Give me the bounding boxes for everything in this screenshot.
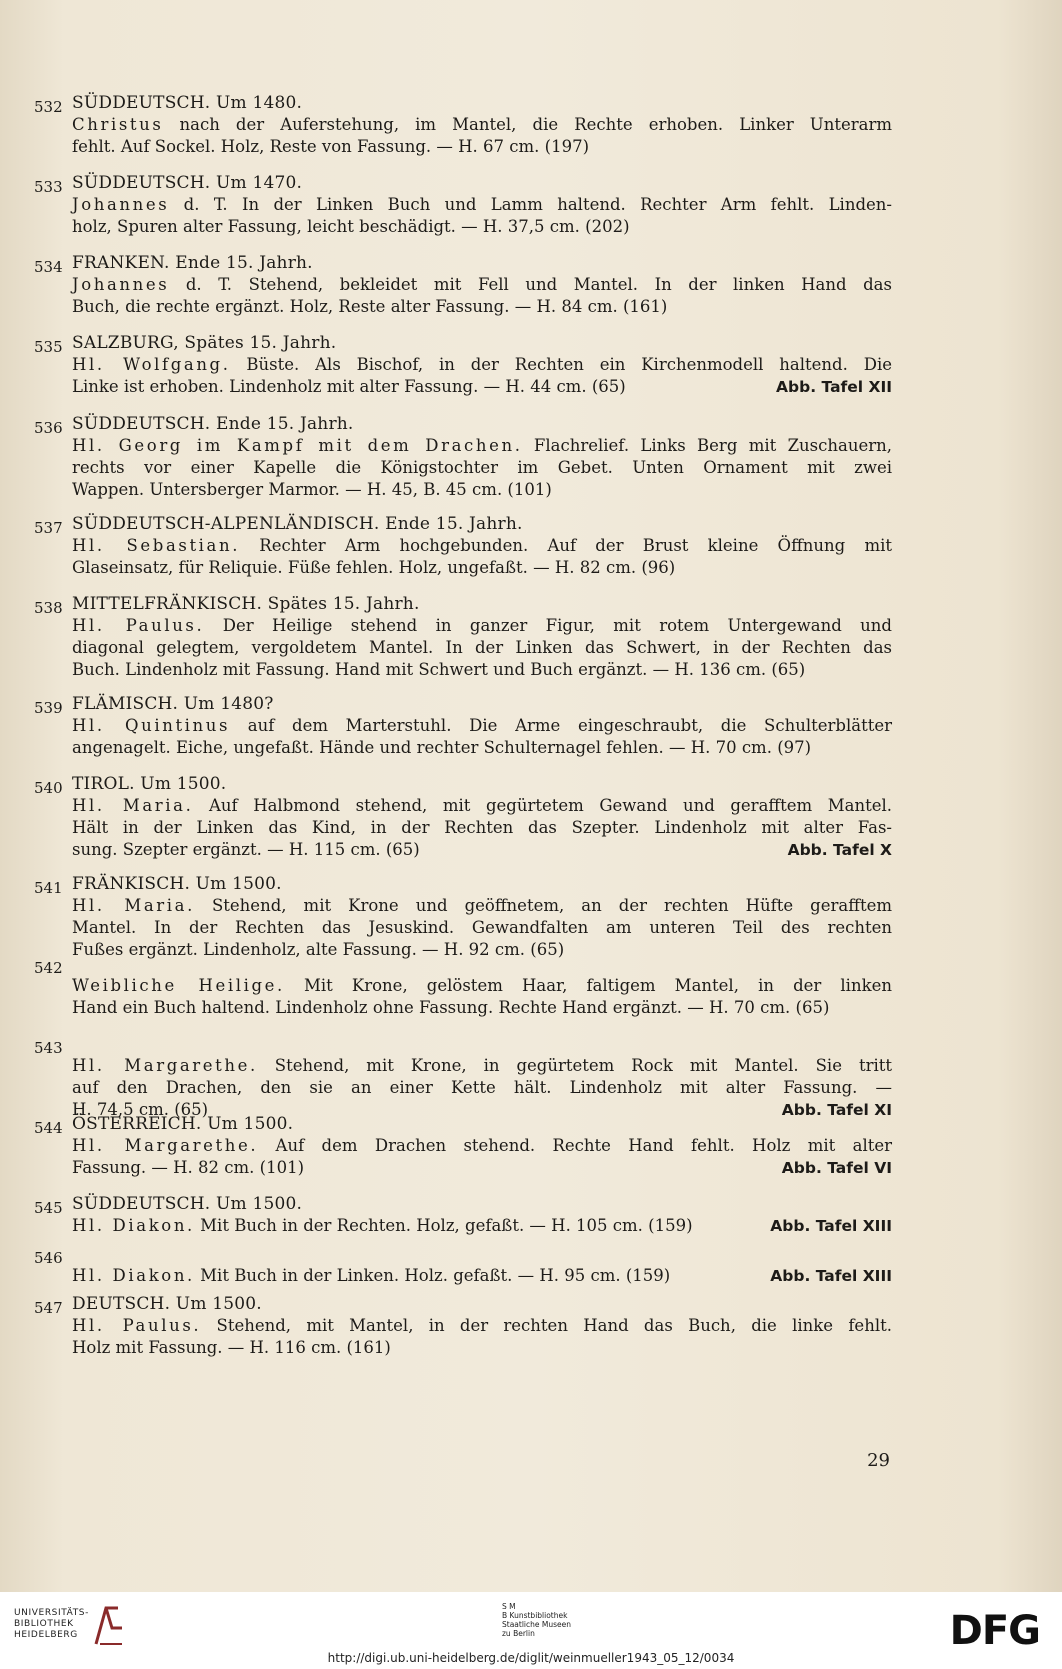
entry-number: 544 bbox=[34, 1119, 63, 1137]
entry-description: Buch. Lindenholz mit Fassung. Hand mit Schwert und Buch ergänzt. — H. 136 cm. (65) bbox=[72, 660, 806, 679]
entry-text-line bbox=[72, 839, 892, 861]
entry-title: Hl. Quintinus bbox=[72, 716, 231, 735]
entry-text-line bbox=[72, 1265, 892, 1287]
entry-title: Johannes bbox=[72, 275, 170, 294]
entry-number: 541 bbox=[34, 879, 63, 897]
entry-title: Hl. Diakon. bbox=[72, 1266, 195, 1285]
entry-description: d. T. In der Linken Buch und Lamm haltend. Rechter Arm fehlt. Linden- bbox=[169, 195, 892, 214]
entry-title: Christus bbox=[72, 115, 164, 134]
entry-heading: SÜDDEUTSCH. Um 1480. bbox=[72, 93, 303, 113]
entry-text-line bbox=[72, 194, 892, 216]
entry-body bbox=[72, 773, 892, 861]
entry-body bbox=[72, 593, 892, 681]
entry-text-line bbox=[72, 1157, 892, 1179]
entry-number: 534 bbox=[34, 258, 63, 276]
entry-description: H. 74,5 cm. (65) bbox=[72, 1100, 209, 1119]
entry-number: 532 bbox=[34, 98, 63, 116]
entry-text-line bbox=[72, 939, 892, 961]
plate-reference: Abb. Tafel VI bbox=[781, 1159, 892, 1177]
entry-heading: SALZBURG, Spätes 15. Jahrh. bbox=[72, 333, 337, 353]
entry-description: Der Heilige stehend in ganzer Figur, mit rotem Untergewand und bbox=[204, 616, 892, 635]
source-url-link[interactable]: http://digi.ub.uni-heidelberg.de/diglit/weinmueller1943_05_12/0034 bbox=[327, 1651, 735, 1665]
logo-line: HEIDELBERG bbox=[14, 1630, 78, 1640]
entry-number: 546 bbox=[34, 1249, 63, 1267]
entry-heading: FRÄNKISCH. Um 1500. bbox=[72, 874, 282, 894]
entry-body bbox=[72, 92, 892, 158]
entry-description: nach der Auferstehung, im Mantel, die Rechte erhoben. Linker Unterarm bbox=[163, 115, 892, 134]
entry-text-line bbox=[72, 715, 892, 737]
entry-description: Flachrelief. Links Berg mit Zuschauern, bbox=[522, 436, 892, 455]
entry-description: Auf Halbmond stehend, mit gegürtetem Gewand und gerafftem Mantel. bbox=[193, 796, 892, 815]
entry-number: 533 bbox=[34, 178, 63, 196]
entry-description: Stehend, mit Mantel, in der rechten Hand das Buch, die linke fehlt. bbox=[201, 1316, 892, 1335]
plate-reference: Abb. Tafel XI bbox=[781, 1101, 892, 1119]
entry-title: Weibliche Heilige. bbox=[72, 976, 285, 995]
entry-text-line bbox=[72, 1337, 892, 1359]
dfg-logo[interactable]: DFG bbox=[949, 1608, 1040, 1654]
entry-description: fehlt. Auf Sockel. Holz, Reste von Fassung. — H. 67 cm. (197) bbox=[72, 137, 590, 156]
entry-description: Mit Buch in der Rechten. Holz, gefaßt. — H. 105 cm. (159) bbox=[194, 1216, 693, 1235]
entry-text-line bbox=[72, 997, 892, 1019]
entry-text-line bbox=[72, 435, 892, 457]
footer bbox=[0, 1592, 1062, 1669]
logo-line: B Kunstbibliothek bbox=[502, 1611, 568, 1620]
entry-text-line bbox=[72, 1215, 892, 1237]
entry-description: Mantel. In der Rechten das Jesuskind. Gewandfalten am unteren Teil des rechten bbox=[72, 918, 892, 937]
entry-heading: MITTELFRÄNKISCH. Spätes 15. Jahrh. bbox=[72, 594, 420, 614]
entry-title: Hl. Paulus. bbox=[72, 616, 205, 635]
entry-text-line bbox=[72, 1135, 892, 1157]
entry-text-line bbox=[72, 1055, 892, 1077]
entry-heading: SÜDDEUTSCH. Ende 15. Jahrh. bbox=[72, 414, 354, 434]
kunstbibliothek-logo[interactable] bbox=[502, 1602, 571, 1638]
entry-heading: SÜDDEUTSCH. Um 1500. bbox=[72, 1194, 303, 1214]
entry-number: 543 bbox=[34, 1039, 63, 1057]
entry-description: Stehend, mit Krone und geöffnetem, an der rechten Hüfte gerafftem bbox=[194, 896, 892, 915]
entry-description: sung. Szepter ergänzt. — H. 115 cm. (65) bbox=[72, 840, 420, 859]
entry-text-line bbox=[72, 216, 892, 238]
entry-description: Fußes ergänzt. Lindenholz, alte Fassung. — H. 92 cm. (65) bbox=[72, 940, 565, 959]
entry-text-line bbox=[72, 376, 892, 398]
entry-title: Hl. Margarethe. bbox=[72, 1136, 259, 1155]
logo-line: BIBLIOTHEK bbox=[14, 1619, 74, 1629]
entry-text-line bbox=[72, 895, 892, 917]
entry-number: 537 bbox=[34, 519, 63, 537]
entry-text-line bbox=[72, 354, 892, 376]
entry-body bbox=[72, 693, 892, 759]
entry-description: Mit Buch in der Linken. Holz. gefaßt. — H. 95 cm. (159) bbox=[194, 1266, 671, 1285]
entry-text-line bbox=[72, 535, 892, 557]
entry-text-line bbox=[72, 975, 892, 997]
entry-body bbox=[72, 332, 892, 398]
entry-description: Rechter Arm hochgebunden. Auf der Brust kleine Öffnung mit bbox=[240, 536, 893, 555]
entry-title: Hl. Paulus. bbox=[72, 1316, 202, 1335]
entry-description: angenagelt. Eiche, ungefaßt. Hände und rechter Schulternagel fehlen. — H. 70 cm. (97) bbox=[72, 738, 812, 757]
logo-line: Staatliche Museen bbox=[502, 1620, 571, 1629]
entry-body bbox=[72, 975, 892, 1019]
entry-description: Linke ist erhoben. Lindenholz mit alter Fassung. — H. 44 cm. (65) bbox=[72, 377, 626, 396]
university-library-logo[interactable] bbox=[14, 1608, 89, 1641]
entry-description: diagonal gelegtem, vergoldetem Mantel. In der Linken das Schwert, in der Rechten das bbox=[72, 638, 892, 657]
entry-heading: SÜDDEUTSCH-ALPENLÄNDISCH. Ende 15. Jahrh. bbox=[72, 514, 523, 534]
entry-title: Hl. Margarethe. bbox=[72, 1056, 258, 1075]
entry-description: Glaseinsatz, für Reliquie. Füße fehlen. Holz, ungefaßt. — H. 82 cm. (96) bbox=[72, 558, 676, 577]
entry-heading: SÜDDEUTSCH. Um 1470. bbox=[72, 173, 303, 193]
entry-description: Auf dem Drachen stehend. Rechte Hand fehlt. Holz mit alter bbox=[258, 1136, 893, 1155]
entry-description: auf den Drachen, den sie an einer Kette hält. Lindenholz mit alter Fassung. — bbox=[72, 1078, 892, 1097]
entry-body bbox=[72, 873, 892, 961]
entry-text-line bbox=[72, 637, 892, 659]
logo-line: UNIVERSITÄTS- bbox=[14, 1608, 89, 1618]
entry-description: auf dem Marterstuhl. Die Arme eingeschraubt, die Schulterblätter bbox=[230, 716, 892, 735]
entry-description: Büste. Als Bischof, in der Rechten ein Kirchenmodell haltend. Die bbox=[230, 355, 892, 374]
logo-line: S M bbox=[502, 1602, 516, 1611]
entry-text-line bbox=[72, 114, 892, 136]
entry-body bbox=[72, 252, 892, 318]
entry-number: 545 bbox=[34, 1199, 63, 1217]
entry-title: Johannes bbox=[72, 195, 170, 214]
entry-description: Stehend, mit Krone, in gegürtetem Rock mit Mantel. Sie tritt bbox=[257, 1056, 892, 1075]
entry-heading: DEUTSCH. Um 1500. bbox=[72, 1294, 262, 1314]
entry-title: Hl. Diakon. bbox=[72, 1216, 195, 1235]
entry-description: rechts vor einer Kapelle die Königstochter im Gebet. Unten Ornament mit zwei bbox=[72, 458, 892, 477]
entry-number: 538 bbox=[34, 599, 63, 617]
entry-text-line bbox=[72, 817, 892, 839]
entry-body bbox=[72, 1193, 892, 1237]
entry-body bbox=[72, 172, 892, 238]
entry-text-line bbox=[72, 1077, 892, 1099]
entry-description: d. T. Stehend, bekleidet mit Fell und Mantel. In der linken Hand das bbox=[169, 275, 892, 294]
entry-text-line bbox=[72, 615, 892, 637]
entry-heading: ÖSTERREICH. Um 1500. bbox=[72, 1114, 294, 1134]
entry-title: Hl. Maria. bbox=[72, 796, 194, 815]
entry-description: Hand ein Buch haltend. Lindenholz ohne Fassung. Rechte Hand ergänzt. — H. 70 cm. (65) bbox=[72, 998, 830, 1017]
entry-text-line bbox=[72, 737, 892, 759]
entry-text-line bbox=[72, 557, 892, 579]
entry-description: Mit Krone, gelöstem Haar, faltigem Mantel, in der linken bbox=[284, 976, 892, 995]
entry-heading: TIROL. Um 1500. bbox=[72, 774, 227, 794]
entry-body bbox=[72, 1265, 892, 1287]
entry-body bbox=[72, 413, 892, 501]
logo-line: zu Berlin bbox=[502, 1629, 535, 1638]
entry-text-line bbox=[72, 1315, 892, 1337]
entry-heading: FRANKEN. Ende 15. Jahrh. bbox=[72, 253, 313, 273]
entry-description: Hält in der Linken das Kind, in der Rechten das Szepter. Lindenholz mit alter Fas- bbox=[72, 818, 892, 837]
entry-title: Hl. Georg im Kampf mit dem Drachen. bbox=[72, 436, 523, 455]
plate-reference: Abb. Tafel X bbox=[787, 841, 892, 859]
entry-heading: FLÄMISCH. Um 1480? bbox=[72, 694, 274, 714]
entry-number: 540 bbox=[34, 779, 63, 797]
entry-title: Hl. Sebastian. bbox=[72, 536, 241, 555]
plate-reference: Abb. Tafel XIII bbox=[770, 1217, 892, 1235]
plate-reference: Abb. Tafel XIII bbox=[770, 1267, 892, 1285]
entry-number: 542 bbox=[34, 959, 63, 977]
entry-description: Wappen. Untersberger Marmor. — H. 45, B. 45 cm. (101) bbox=[72, 480, 552, 499]
entry-text-line bbox=[72, 659, 892, 681]
entry-text-line bbox=[72, 457, 892, 479]
entry-number: 539 bbox=[34, 699, 63, 717]
entry-text-line bbox=[72, 136, 892, 158]
entry-description: Holz mit Fassung. — H. 116 cm. (161) bbox=[72, 1338, 391, 1357]
entry-body bbox=[72, 1055, 892, 1121]
entry-title: Hl. Maria. bbox=[72, 896, 195, 915]
entry-number: 535 bbox=[34, 338, 63, 356]
entry-number: 547 bbox=[34, 1299, 63, 1317]
entry-number: 536 bbox=[34, 419, 63, 437]
entry-text-line bbox=[72, 795, 892, 817]
entry-description: Fassung. — H. 82 cm. (101) bbox=[72, 1158, 305, 1177]
entry-body bbox=[72, 513, 892, 579]
entry-text-line bbox=[72, 479, 892, 501]
entry-text-line bbox=[72, 296, 892, 318]
page-number: 29 bbox=[867, 1450, 890, 1471]
entry-text-line bbox=[72, 917, 892, 939]
plate-reference: Abb. Tafel XII bbox=[776, 378, 892, 396]
entry-description: holz, Spuren alter Fassung, leicht beschädigt. — H. 37,5 cm. (202) bbox=[72, 217, 630, 236]
entry-title: Hl. Wolfgang. bbox=[72, 355, 231, 374]
entry-text-line bbox=[72, 274, 892, 296]
entry-description: Buch, die rechte ergänzt. Holz, Reste alter Fassung. — H. 84 cm. (161) bbox=[72, 297, 668, 316]
entry-body bbox=[72, 1113, 892, 1179]
university-emblem-icon bbox=[92, 1604, 126, 1646]
entry-body bbox=[72, 1293, 892, 1359]
